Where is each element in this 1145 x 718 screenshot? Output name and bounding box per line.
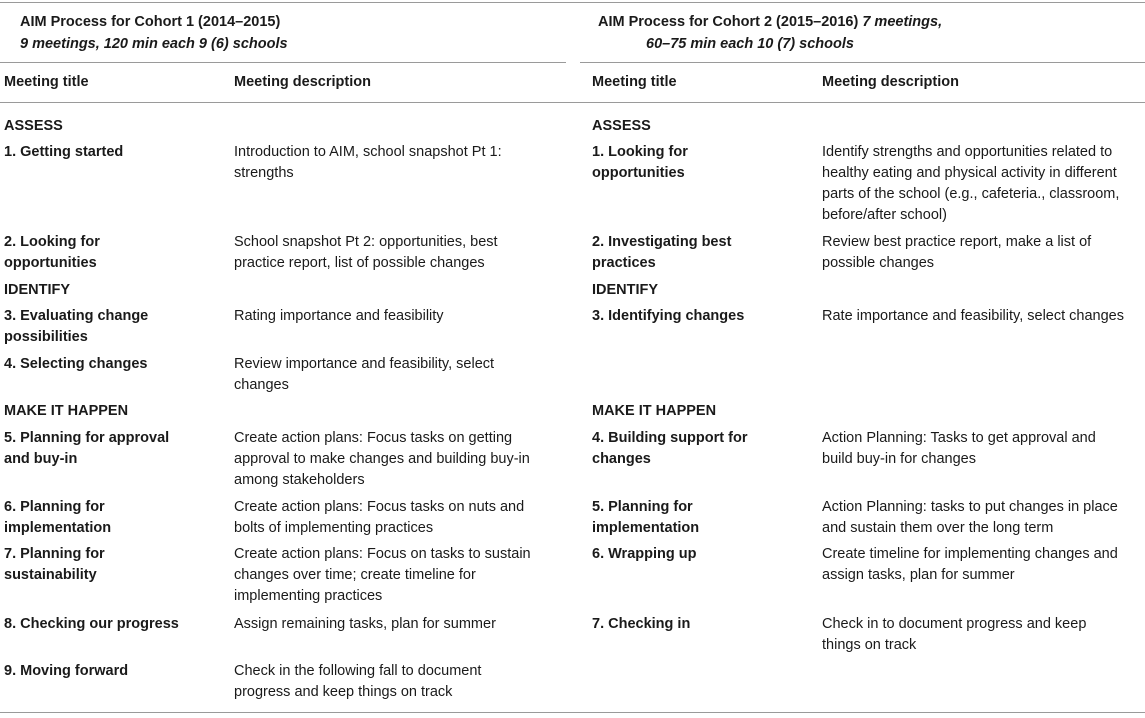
cohort-1-title: AIM Process for Cohort 1 (2014–2015)	[20, 14, 281, 30]
cohort-1-rule	[0, 62, 566, 63]
desc-line: and sustain them over the long term	[822, 520, 1054, 536]
desc-line: Identify strengths and opportunities related to	[822, 144, 1113, 160]
right-row-1-title	[592, 142, 688, 184]
desc-line: possible changes	[822, 255, 935, 271]
section-assess-1: ASSESS	[4, 118, 63, 134]
desc-line: before/after school)	[822, 207, 947, 223]
desc-line: Check in the following fall to document	[234, 663, 482, 679]
left-row-9-title	[4, 661, 128, 682]
desc-line: Review importance and feasibility, select	[234, 356, 495, 372]
title-line: 1. Getting started	[4, 144, 124, 160]
desc-line: Rate importance and feasibility, select changes	[822, 308, 1124, 324]
cohort-2-rule	[580, 62, 1145, 63]
title-line: possibilities	[4, 329, 88, 345]
desc-line: Create action plans: Focus on tasks to sustain	[234, 546, 531, 562]
desc-line: Assign remaining tasks, plan for summer	[234, 616, 496, 632]
right-row-1-desc	[822, 142, 1119, 226]
left-row-2-title	[4, 232, 100, 274]
desc-line: implementing practices	[234, 588, 383, 604]
desc-line: build buy-in for changes	[822, 451, 976, 467]
title-line: implementation	[592, 520, 700, 536]
col-header-title-2: Meeting title	[592, 74, 677, 90]
top-rule	[0, 2, 1145, 3]
cohort-2-title	[598, 12, 942, 33]
col-header-title-1: Meeting title	[4, 74, 89, 90]
right-row-3-desc	[822, 306, 1124, 327]
desc-line: bolts of implementing practices	[234, 520, 434, 536]
desc-line: things on track	[822, 637, 917, 653]
bottom-rule	[0, 712, 1145, 713]
desc-line: Introduction to AIM, school snapshot Pt 1:	[234, 144, 502, 160]
desc-line: practice report, list of possible changes	[234, 255, 485, 271]
desc-line: Action Planning: Tasks to get approval and	[822, 430, 1096, 446]
left-row-3-desc	[234, 306, 444, 327]
desc-line: assign tasks, plan for summer	[822, 567, 1015, 583]
left-row-1-desc	[234, 142, 502, 184]
desc-line: Rating importance and feasibility	[234, 308, 444, 324]
right-row-7-title	[592, 614, 690, 635]
title-line: 3. Evaluating change	[4, 308, 149, 324]
title-line: 9. Moving forward	[4, 663, 129, 679]
right-row-6-title	[592, 544, 696, 565]
desc-line: changes	[234, 377, 289, 393]
section-make-2: MAKE IT HAPPEN	[592, 403, 717, 419]
col-header-desc-2: Meeting description	[822, 74, 959, 90]
left-row-4-desc	[234, 354, 494, 396]
right-row-5-desc	[822, 497, 1118, 539]
left-row-8-desc	[234, 614, 496, 635]
title-line: 6. Wrapping up	[592, 546, 697, 562]
desc-line: Create action plans: Focus tasks on nuts and	[234, 499, 525, 515]
left-row-3-title	[4, 306, 148, 348]
left-row-2-desc	[234, 232, 498, 274]
desc-line: Check in to document progress and keep	[822, 616, 1087, 632]
cohort-2-title-main: AIM Process for Cohort 2 (2015–2016)	[598, 14, 859, 30]
desc-line: Create action plans: Focus tasks on getting	[234, 430, 513, 446]
desc-line: strengths	[234, 165, 294, 181]
title-line: 4. Building support for	[592, 430, 748, 446]
desc-line: progress and keep things on track	[234, 684, 453, 700]
title-line: 3. Identifying changes	[592, 308, 745, 324]
title-line: 8. Checking our progress	[4, 616, 179, 632]
left-row-5-title	[4, 428, 169, 470]
desc-line: parts of the school (e.g., cafeteria., classroom,	[822, 186, 1120, 202]
title-line: 4. Selecting changes	[4, 356, 148, 372]
desc-line: School snapshot Pt 2: opportunities, best	[234, 234, 498, 250]
title-line: 1. Looking for	[592, 144, 688, 160]
desc-line: Create timeline for implementing changes and	[822, 546, 1118, 562]
header-rule	[0, 102, 1145, 103]
title-line: and buy-in	[4, 451, 78, 467]
right-row-2-desc	[822, 232, 1091, 274]
right-row-6-desc	[822, 544, 1118, 586]
title-line: sustainability	[4, 567, 97, 583]
section-identify-1: IDENTIFY	[4, 282, 71, 298]
right-row-2-title	[592, 232, 731, 274]
left-row-7-desc	[234, 544, 531, 607]
title-line: 2. Investigating best	[592, 234, 732, 250]
cohort-2-subtitle: 60–75 min each 10 (7) schools	[646, 36, 854, 52]
desc-line: among stakeholders	[234, 472, 365, 488]
right-row-4-title	[592, 428, 747, 470]
desc-line: Action Planning: tasks to put changes in place	[822, 499, 1118, 515]
title-line: 7. Planning for	[4, 546, 105, 562]
title-line: implementation	[4, 520, 112, 536]
right-row-5-title	[592, 497, 699, 539]
left-row-5-desc	[234, 428, 530, 491]
desc-line: changes over time; create timeline for	[234, 567, 476, 583]
left-row-8-title	[4, 614, 179, 635]
section-identify-2: IDENTIFY	[592, 282, 659, 298]
title-line: practices	[592, 255, 656, 271]
left-row-7-title	[4, 544, 105, 586]
cohort-2-title-italic: 7 meetings,	[862, 14, 943, 30]
left-row-6-title	[4, 497, 111, 539]
title-line: 5. Planning for	[592, 499, 693, 515]
left-row-9-desc	[234, 661, 481, 703]
title-line: 7. Checking in	[592, 616, 691, 632]
section-assess-2: ASSESS	[592, 118, 651, 134]
right-row-7-desc	[822, 614, 1086, 656]
right-row-4-desc	[822, 428, 1096, 470]
desc-line: Review best practice report, make a list of	[822, 234, 1092, 250]
desc-line: approval to make changes and building buy-in	[234, 451, 530, 467]
title-line: 2. Looking for	[4, 234, 100, 250]
title-line: opportunities	[592, 165, 685, 181]
left-row-4-title	[4, 354, 147, 375]
title-line: changes	[592, 451, 651, 467]
title-line: 6. Planning for	[4, 499, 105, 515]
title-line: opportunities	[4, 255, 97, 271]
section-make-1: MAKE IT HAPPEN	[4, 403, 129, 419]
col-header-desc-1: Meeting description	[234, 74, 371, 90]
desc-line: healthy eating and physical activity in different	[822, 165, 1117, 181]
right-row-3-title	[592, 306, 744, 327]
cohort-1-subtitle: 9 meetings, 120 min each 9 (6) schools	[20, 36, 288, 52]
left-row-6-desc	[234, 497, 524, 539]
left-row-1-title	[4, 142, 123, 163]
title-line: 5. Planning for approval	[4, 430, 170, 446]
